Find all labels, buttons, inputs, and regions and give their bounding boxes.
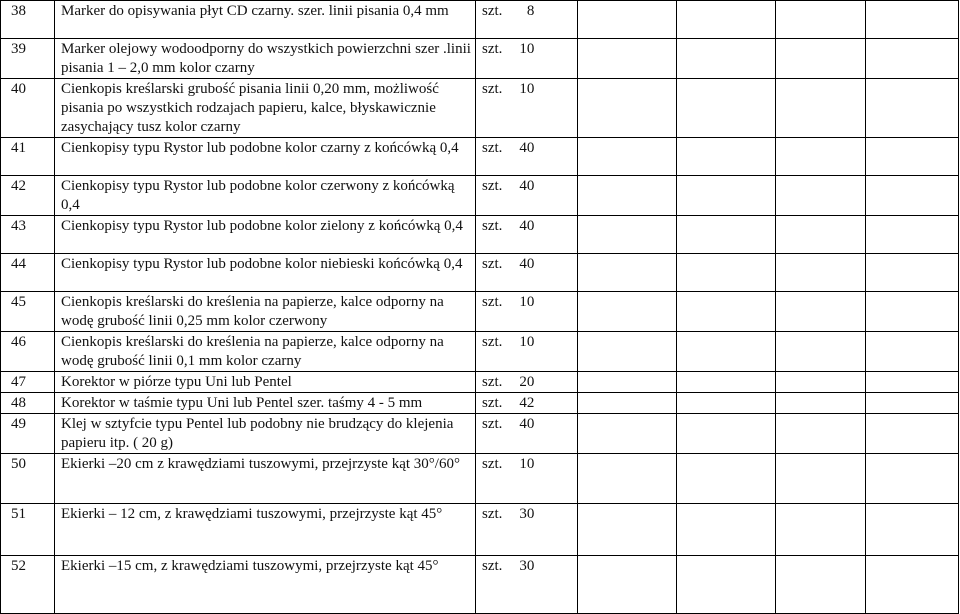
empty-cell [776,216,866,254]
item-description: Korektor w piórze typu Uni lub Pentel [55,372,476,393]
empty-cell [776,454,866,504]
empty-cell [578,332,677,372]
item-unit-qty [476,332,578,372]
item-unit: szt. [482,416,503,432]
empty-cell [776,556,866,614]
empty-cell [776,254,866,292]
item-unit-qty [476,254,578,292]
item-quantity: 10 [519,81,535,97]
table-row [1,504,959,556]
item-number: 45 [1,292,55,332]
item-number: 52 [1,556,55,614]
item-unit: szt. [482,41,503,57]
item-unit-qty [476,414,578,454]
item-quantity: 40 [519,256,535,272]
table-row [1,1,959,39]
empty-cell [677,393,776,414]
item-number: 38 [1,1,55,39]
item-unit: szt. [482,256,503,272]
item-description: Marker do opisywania płyt CD czarny. szer. linii pisania 0,4 mm [55,1,476,39]
empty-cell [866,254,959,292]
item-number: 51 [1,504,55,556]
empty-cell [866,504,959,556]
item-number: 49 [1,414,55,454]
table-row [1,216,959,254]
item-description: Ekierki –15 cm, z krawędziami tuszowymi, przejrzyste kąt 45° [55,556,476,614]
item-unit-qty [476,176,578,216]
item-description: Cienkopisy typu Rystor lub podobne kolor niebieski końcówką 0,4 [55,254,476,292]
empty-cell [866,414,959,454]
empty-cell [866,138,959,176]
table-row [1,79,959,138]
item-quantity: 10 [519,294,535,310]
empty-cell [578,372,677,393]
empty-cell [578,176,677,216]
empty-cell [866,393,959,414]
table-row [1,292,959,332]
empty-cell [677,414,776,454]
item-quantity: 42 [519,395,535,411]
empty-cell [578,216,677,254]
empty-cell [866,332,959,372]
table-row [1,176,959,216]
item-description: Cienkopisy typu Rystor lub podobne kolor czarny z końcówką 0,4 [55,138,476,176]
item-number: 40 [1,79,55,138]
item-number: 47 [1,372,55,393]
empty-cell [866,176,959,216]
empty-cell [677,372,776,393]
empty-cell [677,176,776,216]
empty-cell [677,216,776,254]
item-number: 44 [1,254,55,292]
item-unit-qty [476,372,578,393]
item-unit: szt. [482,395,503,411]
item-description: Marker olejowy wodoodporny do wszystkich powierzchni szer .linii pisania 1 – 2,0 mm kolor czarny [55,39,476,79]
item-quantity: 20 [519,374,535,390]
table-row [1,414,959,454]
empty-cell [578,292,677,332]
item-unit-qty [476,292,578,332]
table-row [1,39,959,79]
empty-cell [866,556,959,614]
empty-cell [677,504,776,556]
item-unit: szt. [482,294,503,310]
empty-cell [866,39,959,79]
empty-cell [578,39,677,79]
item-number: 46 [1,332,55,372]
item-description: Cienkopisy typu Rystor lub podobne kolor czerwony z końcówką 0,4 [55,176,476,216]
empty-cell [776,332,866,372]
item-unit-qty [476,454,578,504]
item-quantity: 40 [519,178,535,194]
item-unit: szt. [482,178,503,194]
item-number: 50 [1,454,55,504]
empty-cell [677,79,776,138]
table-row [1,556,959,614]
empty-cell [677,556,776,614]
empty-cell [578,454,677,504]
item-description: Cienkopis kreślarski do kreślenia na papierze, kalce odporny na wodę grubość linii 0,25 mm kolor czerwony [55,292,476,332]
item-unit: szt. [482,506,503,522]
item-number: 42 [1,176,55,216]
item-description: Ekierki – 12 cm, z krawędziami tuszowymi, przejrzyste kąt 45° [55,504,476,556]
item-unit-qty [476,216,578,254]
item-quantity: 8 [526,3,535,19]
item-unit: szt. [482,3,503,19]
item-description: Klej w sztyfcie typu Pentel lub podobny nie brudzący do klejenia papieru itp. ( 20 g) [55,414,476,454]
item-quantity: 40 [519,218,535,234]
item-description: Cienkopis kreślarski do kreślenia na papierze, kalce odporny na wodę grubość linii 0,1 mm kolor czarny [55,332,476,372]
item-unit: szt. [482,218,503,234]
item-description: Korektor w taśmie typu Uni lub Pentel szer. taśmy 4 - 5 mm [55,393,476,414]
item-description: Ekierki –20 cm z krawędziami tuszowymi, przejrzyste kąt 30°/60° [55,454,476,504]
item-unit-qty [476,393,578,414]
empty-cell [578,414,677,454]
item-number: 41 [1,138,55,176]
empty-cell [776,176,866,216]
empty-cell [776,39,866,79]
item-number: 48 [1,393,55,414]
table-row [1,372,959,393]
item-unit: szt. [482,558,503,574]
empty-cell [776,504,866,556]
item-description: Cienkopis kreślarski grubość pisania linii 0,20 mm, możliwość pisania po wszystkich rodzajach papieru, kalce, błyskawicznie zasychający tusz kolor czarny [55,79,476,138]
item-unit-qty [476,138,578,176]
item-unit: szt. [482,334,503,350]
table-row [1,254,959,292]
empty-cell [776,393,866,414]
item-unit-qty [476,1,578,39]
empty-cell [578,254,677,292]
empty-cell [578,393,677,414]
empty-cell [866,216,959,254]
table-row [1,138,959,176]
item-unit-qty [476,504,578,556]
empty-cell [677,454,776,504]
item-unit: szt. [482,81,503,97]
table-row [1,454,959,504]
empty-cell [677,138,776,176]
empty-cell [578,79,677,138]
item-number: 39 [1,39,55,79]
empty-cell [677,292,776,332]
empty-cell [578,138,677,176]
empty-cell [677,332,776,372]
empty-cell [776,414,866,454]
empty-cell [677,254,776,292]
table-row [1,332,959,372]
empty-cell [776,292,866,332]
empty-cell [866,79,959,138]
empty-cell [776,372,866,393]
item-unit-qty [476,39,578,79]
empty-cell [776,1,866,39]
item-unit-qty [476,79,578,138]
empty-cell [677,39,776,79]
table-row [1,393,959,414]
item-unit-qty [476,556,578,614]
empty-cell [578,556,677,614]
empty-cell [578,1,677,39]
item-description: Cienkopisy typu Rystor lub podobne kolor zielony z końcówką 0,4 [55,216,476,254]
empty-cell [578,504,677,556]
item-quantity: 10 [519,41,535,57]
item-quantity: 10 [519,456,535,472]
empty-cell [866,372,959,393]
item-quantity: 30 [519,558,535,574]
item-unit: szt. [482,374,503,390]
empty-cell [776,79,866,138]
empty-cell [866,454,959,504]
empty-cell [677,1,776,39]
empty-cell [776,138,866,176]
empty-cell [866,292,959,332]
item-quantity: 30 [519,506,535,522]
item-quantity: 40 [519,416,535,432]
empty-cell [866,1,959,39]
item-unit: szt. [482,140,503,156]
item-number: 43 [1,216,55,254]
item-quantity: 40 [519,140,535,156]
item-unit: szt. [482,456,503,472]
item-quantity: 10 [519,334,535,350]
